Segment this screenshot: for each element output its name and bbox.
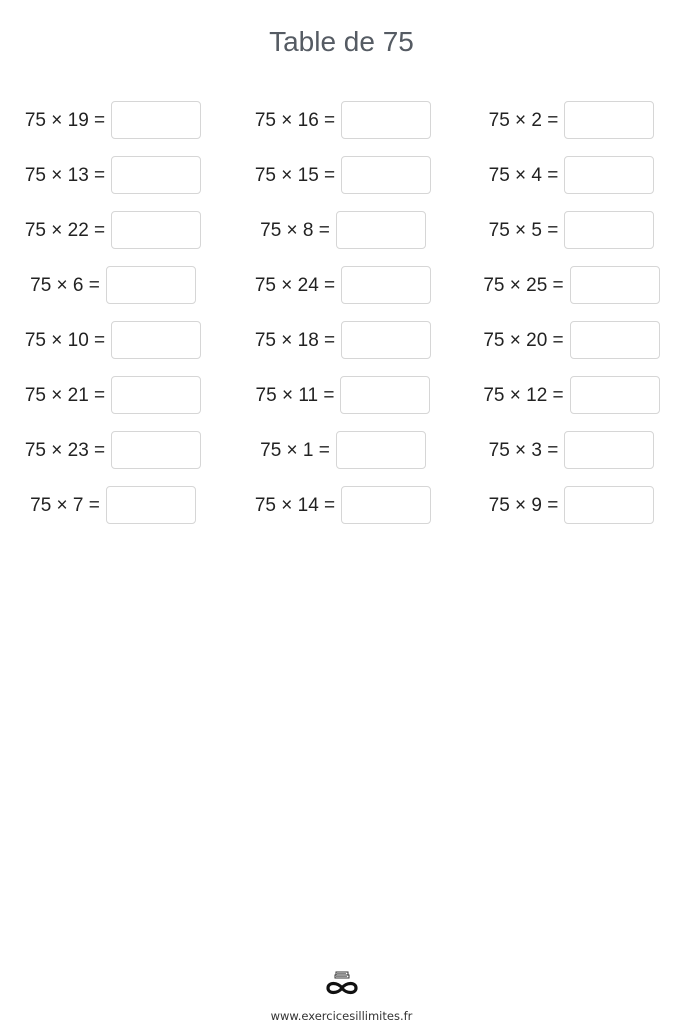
problem-expression: 75 × 16 = [254, 110, 336, 131]
problem-item [460, 156, 683, 211]
answer-input[interactable] [341, 486, 431, 524]
problem-item [0, 211, 226, 266]
page-title: Table de 75 [269, 26, 414, 57]
problem-expression: 75 × 22 = [24, 220, 106, 241]
problem-item [226, 211, 460, 266]
problem-expression: 75 × 12 = [483, 385, 564, 406]
problem-item [0, 376, 226, 431]
problem-expression: 75 × 11 = [255, 385, 335, 406]
answer-input[interactable] [111, 156, 201, 194]
problem-expression: 75 × 3 = [488, 440, 559, 461]
problem-item [0, 101, 226, 156]
problem-expression: 75 × 21 = [24, 385, 106, 406]
problem-expression: 75 × 1 = [260, 440, 330, 461]
answer-input[interactable] [341, 321, 431, 359]
problem-item [460, 486, 683, 541]
answer-input[interactable] [111, 101, 201, 139]
problem-item [460, 211, 683, 266]
problem-expression: 75 × 13 = [24, 165, 106, 186]
problem-item [0, 156, 226, 211]
answer-input[interactable] [336, 211, 426, 249]
problem-item [226, 486, 460, 541]
problem-expression: 75 × 24 = [254, 275, 336, 296]
problem-expression: 75 × 14 = [254, 495, 336, 516]
answer-input[interactable] [564, 101, 654, 139]
answer-input[interactable] [564, 486, 654, 524]
answer-input[interactable] [570, 321, 660, 359]
problem-item [460, 101, 683, 156]
problem-expression: 75 × 8 = [260, 220, 330, 241]
problem-expression: 75 × 15 = [254, 165, 336, 186]
answer-input[interactable] [336, 431, 426, 469]
problem-item [226, 101, 460, 156]
answer-input[interactable] [106, 266, 196, 304]
answer-input[interactable] [106, 486, 196, 524]
answer-input[interactable] [341, 101, 431, 139]
answer-input[interactable] [564, 431, 654, 469]
problem-expression: 75 × 20 = [483, 330, 564, 351]
problem-expression: 75 × 4 = [488, 165, 559, 186]
problem-item [460, 321, 683, 376]
problem-expression: 75 × 18 = [254, 330, 336, 351]
problem-item [226, 431, 460, 486]
answer-input[interactable] [111, 211, 201, 249]
problem-expression: 75 × 9 = [488, 495, 559, 516]
footer-url: www.exercicesillimites.fr [270, 1009, 413, 1023]
answer-input[interactable] [564, 156, 654, 194]
answer-input[interactable] [111, 376, 201, 414]
problem-expression: 75 × 6 = [30, 275, 100, 296]
problem-item [0, 321, 226, 376]
problem-expression: 75 × 5 = [488, 220, 559, 241]
problem-expression: 75 × 19 = [24, 110, 106, 131]
problem-expression: 75 × 23 = [24, 440, 106, 461]
problem-expression: 75 × 10 = [24, 330, 106, 351]
answer-input[interactable] [111, 431, 201, 469]
answer-input[interactable] [340, 376, 430, 414]
problem-item [0, 486, 226, 541]
footer [0, 968, 683, 1023]
problem-item [460, 431, 683, 486]
answer-input[interactable] [111, 321, 201, 359]
problem-item [226, 156, 460, 211]
problem-item [0, 431, 226, 486]
answer-input[interactable] [570, 376, 660, 414]
answer-input[interactable] [564, 211, 654, 249]
problem-item [226, 266, 460, 321]
problem-expression: 75 × 25 = [483, 275, 564, 296]
problem-item [226, 321, 460, 376]
answer-input[interactable] [341, 156, 431, 194]
problem-item [460, 376, 683, 431]
problem-expression: 75 × 7 = [30, 495, 100, 516]
answer-input[interactable] [341, 266, 431, 304]
problem-item [0, 266, 226, 321]
answer-input[interactable] [570, 266, 660, 304]
problem-expression: 75 × 2 = [488, 110, 559, 131]
problem-item [460, 266, 683, 321]
worksheet-grid [0, 101, 683, 541]
problem-item [226, 376, 460, 431]
infinity-book-icon [324, 968, 360, 1000]
